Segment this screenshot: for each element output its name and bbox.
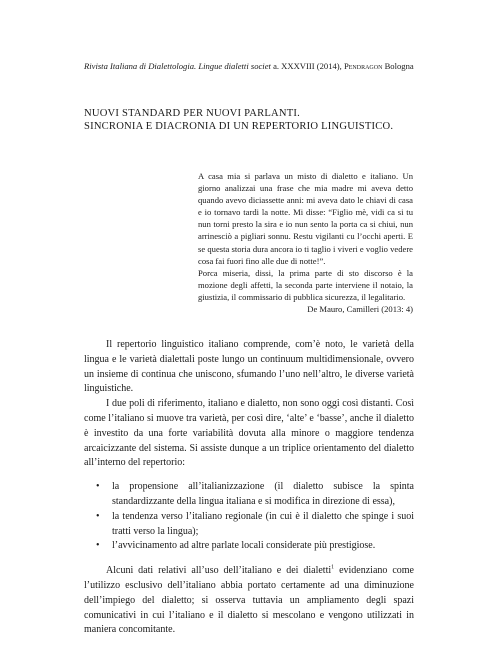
orientation-list (84, 480, 414, 554)
body-paragraph-3-end: evidenziano come l’utilizzo esclusivo dell’italiano abbia portato certamente ad una diminuzione dell’impiego del dialetto; si osserva tuttavia un ampliamento degli spazi comunicativi in cui l’italiano e il dialetto si mescolano e vengono utilizzati in maniera concomitante. (84, 565, 414, 636)
epigraph (198, 170, 413, 315)
running-head (84, 61, 424, 72)
article-title (84, 107, 424, 133)
body-text (84, 338, 414, 638)
epigraph-paragraph-2: Porca miseria, dissi, la prima parte di sto discorso è la mozione degli affetti, la seconda parte interviene il notaio, la giustizia, il commissario di pubblica sicurezza, il legalitario. (198, 267, 413, 302)
list-item: • la tendenza verso l’italiano regionale (in cui è il dialetto che spinge i suoi tratti verso la lingua); (112, 510, 414, 540)
body-paragraph-3-start: Alcuni dati relativi all’uso dell’italiano e dei dialetti (106, 565, 332, 577)
epigraph-source: De Mauro, Camilleri (2013: 4) (307, 304, 413, 315)
list-item: • la propensione all’italianizzazione (il dialetto subisce la spinta standardizzante della lingua italiana e si modifica in direzione di essa), (112, 480, 414, 510)
title-line-2: SINCRONIA E DIACRONIA DI UN REPERTORIO LINGUISTICO. (84, 121, 394, 132)
title-line-1: NUOVI STANDARD PER NUOVI PARLANTI. (84, 108, 300, 119)
publisher-city: Bologna (384, 61, 414, 71)
volume-info: a. XXXVIII (2014), (273, 61, 342, 71)
body-paragraph-1: Il repertorio linguistico italiano comprende, com’è noto, le varietà della lingua e le varietà dialettali poste lungo un continuum multidimensionale, ovvero un insieme di continua che uniscono, sfumando l’uno nell’altro, le diverse varietà linguistiche. (84, 339, 414, 395)
body-paragraph-2: I due poli di riferimento, italiano e dialetto, non sono oggi così distanti. Così come l’italiano si muove tra varietà, per così dire, ‘alte’ e ‘basse’, anche il dialetto è investito da una forte variabilità dovuta alla minore o maggiore tendenza arcaicizzante del sistema. Si assiste dunque a un triplice orientamento del dialetto all’interno del repertorio: (84, 398, 414, 469)
epigraph-paragraph-1: A casa mia si parlava un misto di dialetto e italiano. Un giorno analizzai una frase che mia madre mi aveva detto quando avevo diciassette anni: mi aveva dato le chiavi di casa e io tornavo tardi la notte. Mi disse: “Figlio mè, vidi ca si tu nun torni presto la sira e io nun sento la porta ca si chiui, nun arrinesciò a pigliari sonnu. Restu vigilanti cu l’occhi aperti. E se questa storia dura ancora io ti taglio i viveri e voglio vedere cosa fai fuori fino alle due di notte!”. (198, 171, 413, 266)
journal-name: Rivista Italiana di Dialettologia. Lingue dialetti societ (84, 61, 271, 71)
body-paragraph-3 (84, 564, 414, 638)
footnote-marker[interactable]: 1 (331, 564, 335, 571)
publisher-name: Pendragon (343, 61, 383, 71)
list-item: • l’avvicinamento ad altre parlate locali considerate più prestigiose. (112, 539, 414, 554)
